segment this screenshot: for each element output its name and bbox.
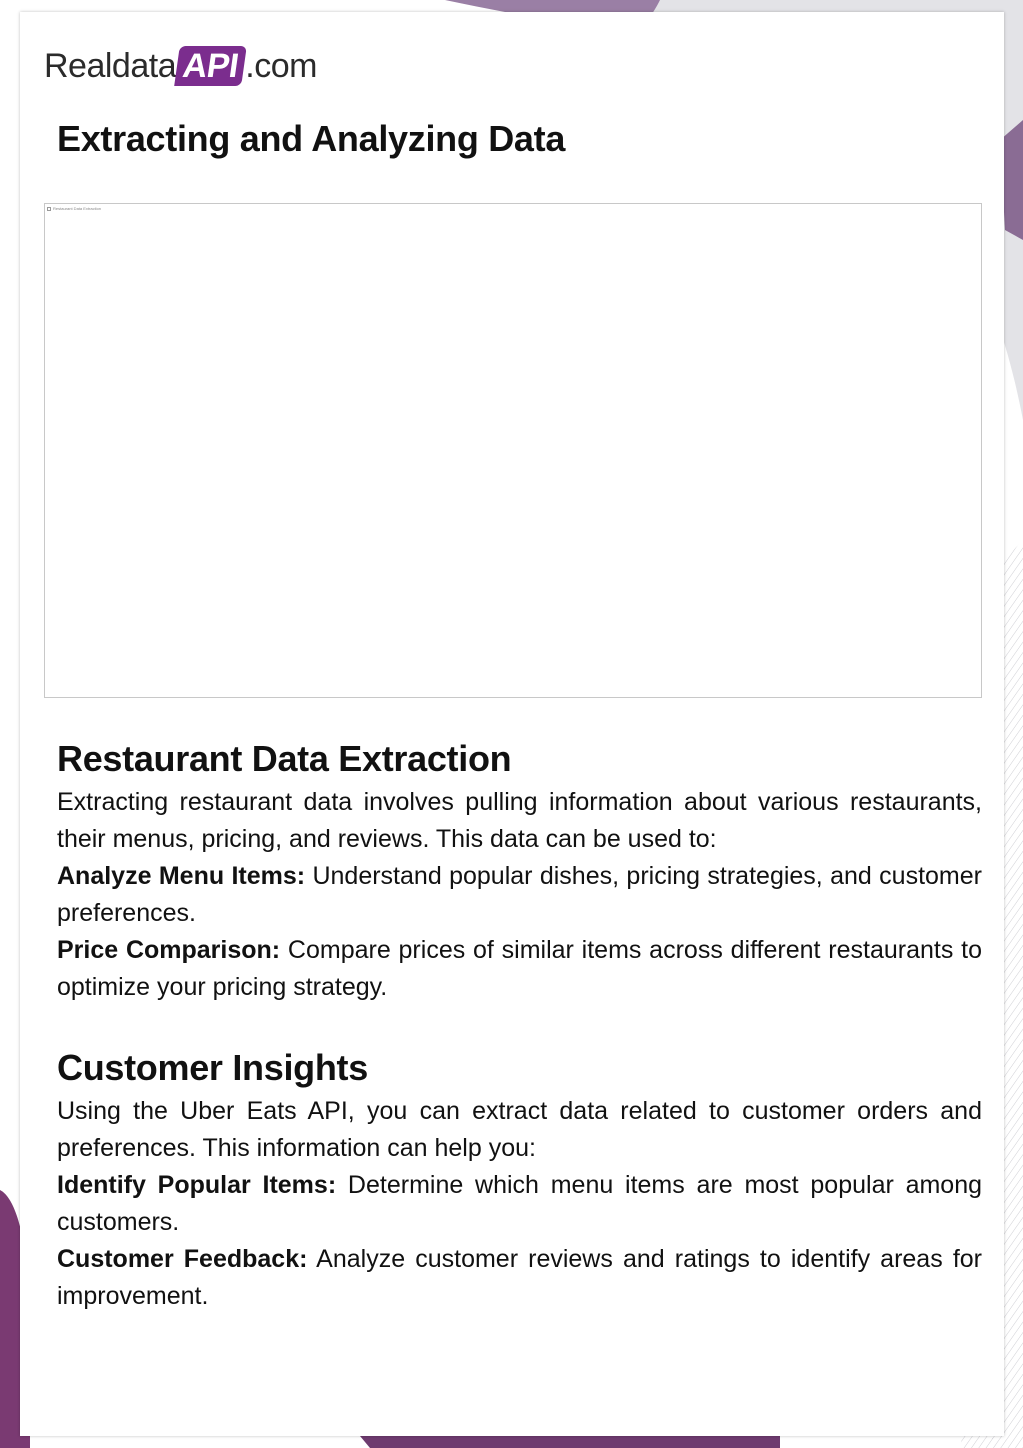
item-text: Understand popular dishes, pricing strategies, and customer preferences. (57, 862, 982, 927)
item-text: Analyze customer reviews and ratings to identify areas for improvement. (57, 1245, 982, 1310)
broken-image-icon (47, 206, 101, 211)
item-term: Customer Feedback: (57, 1245, 308, 1273)
item-term: Price Comparison: (57, 936, 281, 964)
realdataapi-logo (44, 40, 317, 92)
item-term: Identify Popular Items: (57, 1171, 337, 1199)
logo-text-api: API (174, 46, 247, 86)
section-heading: Customer Insights (57, 1047, 368, 1088)
logo-text-realdata: Realdata (44, 46, 177, 85)
list-item (57, 1167, 982, 1241)
item-text: Determine which menu items are most popular among customers. (57, 1171, 983, 1236)
section-intro: Using the Uber Eats API, you can extract data related to customer orders and preferences. This information can help you: (57, 1097, 982, 1162)
logo-text-com: .com (245, 46, 317, 85)
image-placeholder (44, 203, 982, 698)
section-restaurant-data-extraction (57, 736, 982, 1006)
section-heading: Restaurant Data Extraction (57, 738, 512, 779)
list-item (57, 932, 982, 1006)
section-intro: Extracting restaurant data involves pulling information about various restaurants, their menus, pricing, and reviews. This data can be used to: (57, 788, 982, 853)
list-item (57, 858, 982, 932)
item-term: Analyze Menu Items: (57, 862, 306, 890)
item-text: Compare prices of similar items across different restaurants to optimize your pricing strategy. (57, 936, 982, 1001)
list-item (57, 1241, 982, 1315)
page-title: Extracting and Analyzing Data (57, 118, 566, 159)
image-alt-text: Restaurant Data Extraction (53, 206, 102, 211)
section-customer-insights (57, 1045, 982, 1315)
